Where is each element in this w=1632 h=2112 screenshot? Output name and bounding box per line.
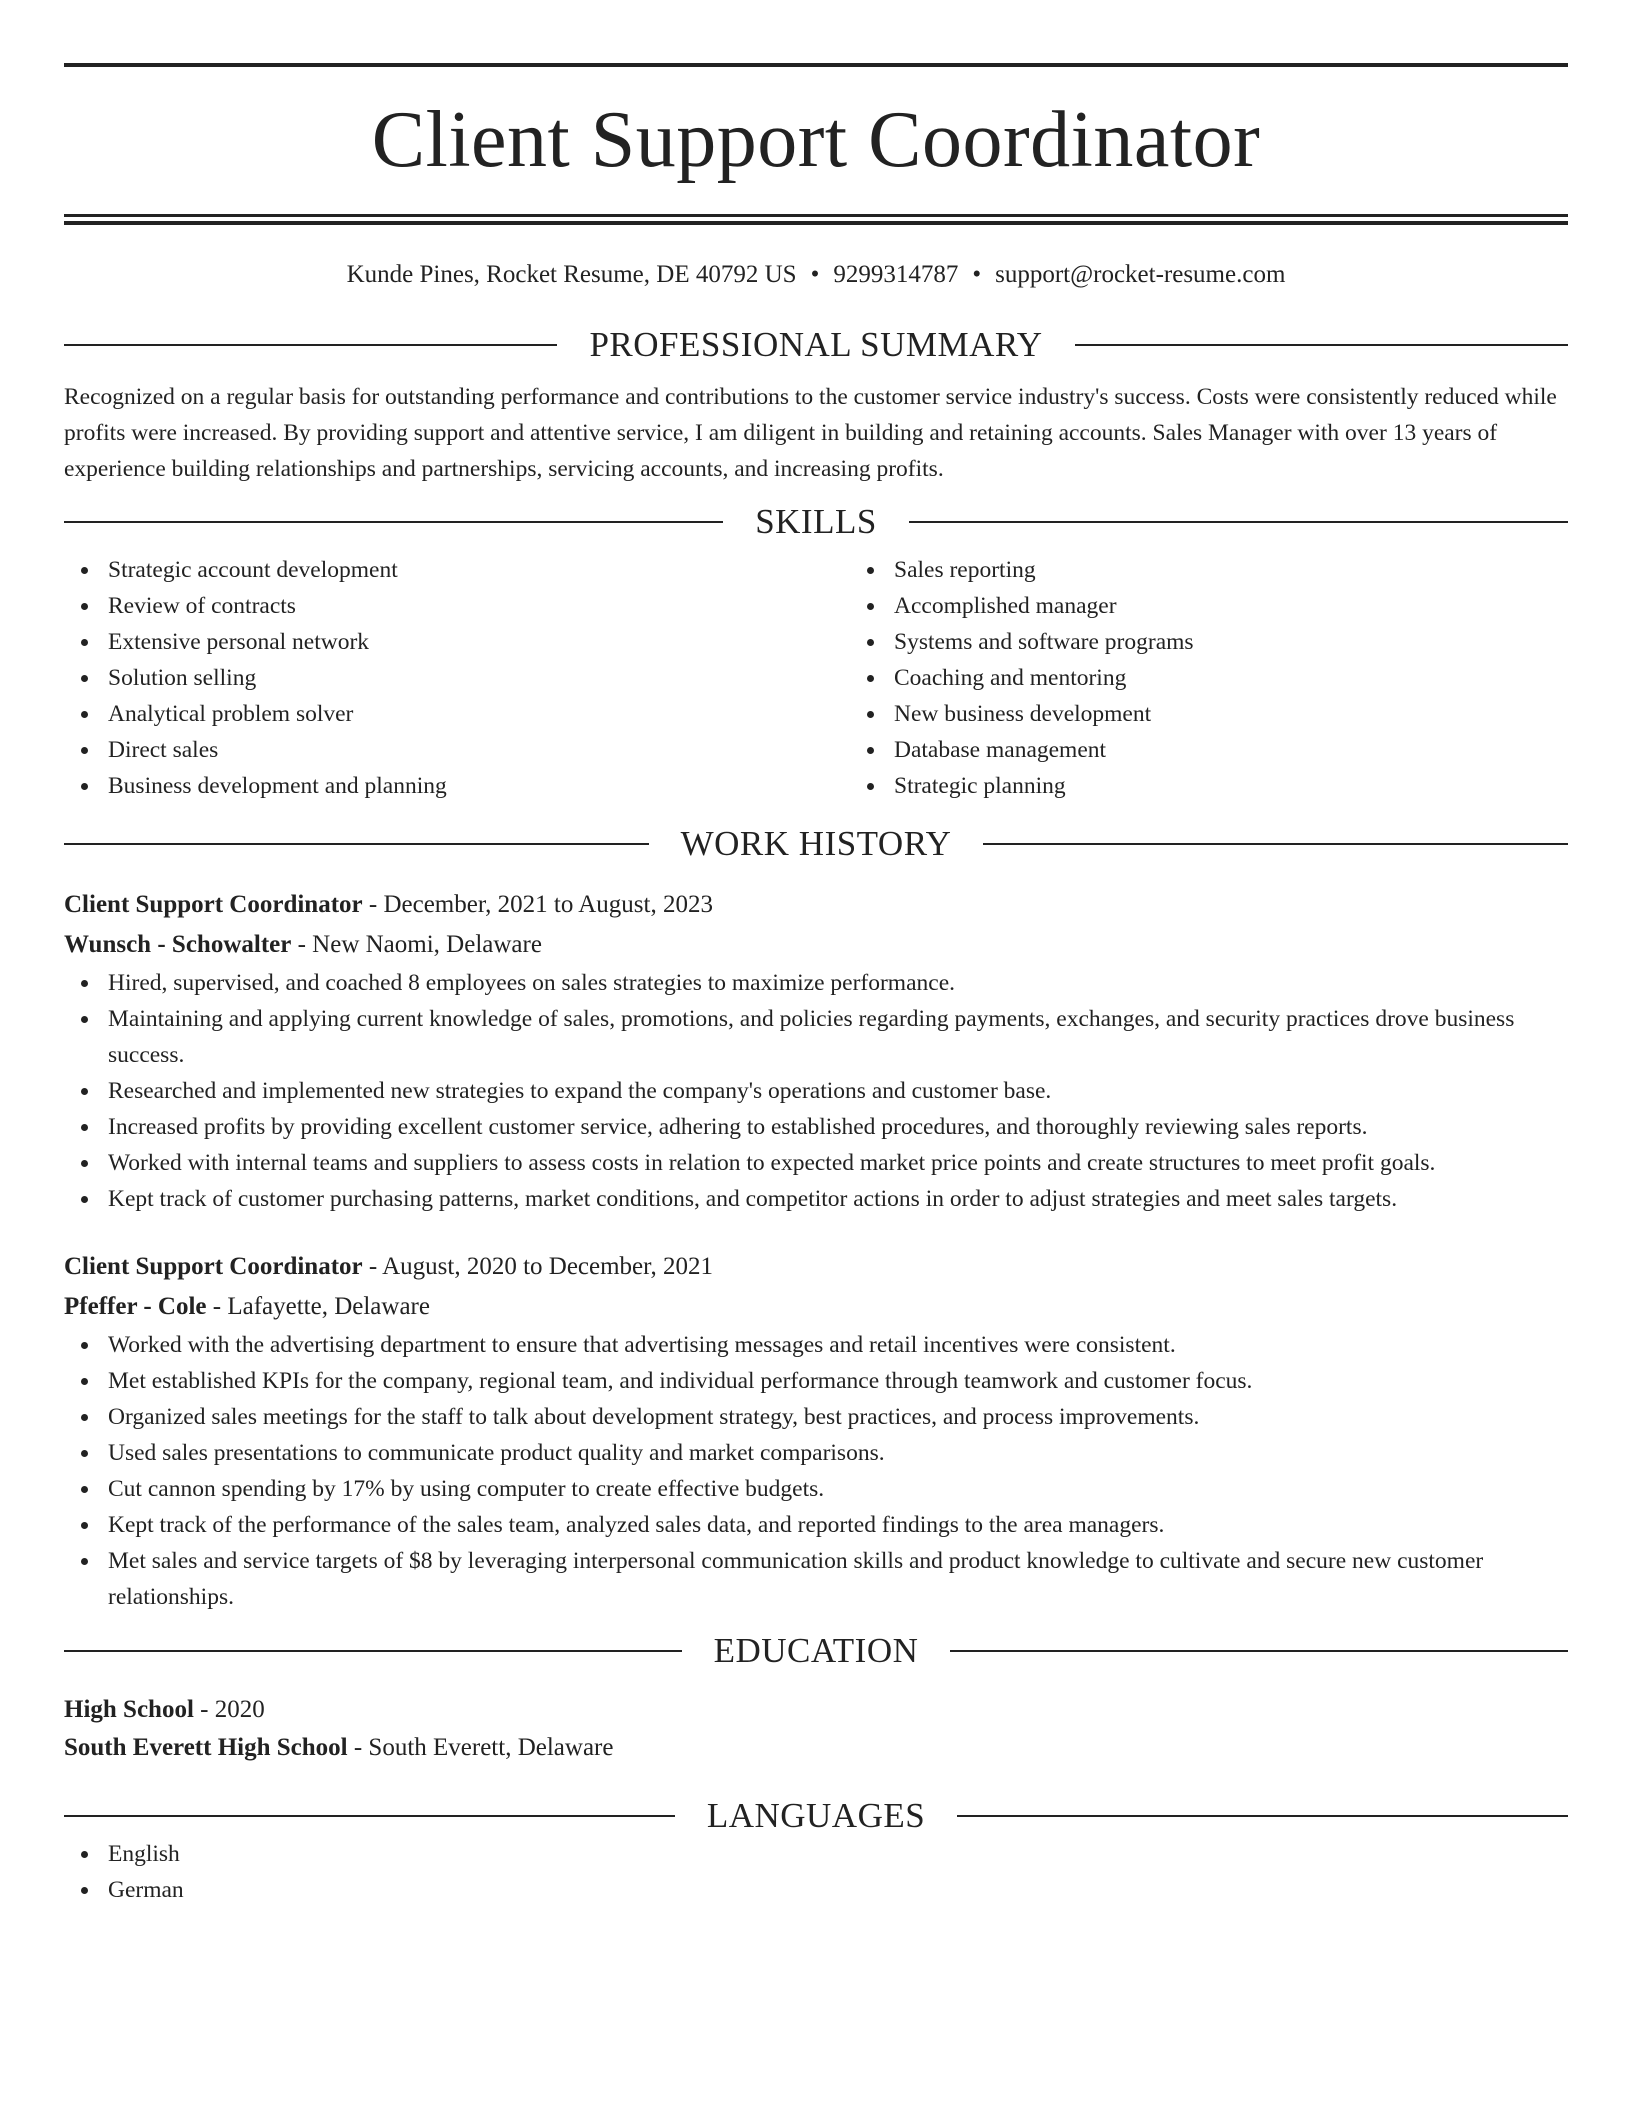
contact-address: Kunde Pines, Rocket Resume, DE 40792 US (346, 261, 797, 288)
education-degree: High School (64, 1696, 194, 1723)
skill-item: Strategic account development (108, 552, 850, 588)
job-location: - Lafayette, Delaware (206, 1293, 430, 1320)
job-dates: - August, 2020 to December, 2021 (362, 1253, 713, 1280)
language-item: English (108, 1836, 1568, 1872)
job-bullet: Kept track of the performance of the sales team, analyzed sales data, and reported findings to the area managers. (108, 1507, 1568, 1543)
section-header-languages (64, 1796, 1568, 1836)
divider (64, 1815, 675, 1817)
skill-item: Business development and planning (108, 768, 850, 804)
job-title-line (64, 885, 1568, 925)
skills-list-right (850, 552, 1632, 804)
job-company-line (64, 1287, 1568, 1327)
language-item: German (108, 1872, 1568, 1908)
section-title-education: EDUCATION (713, 1631, 919, 1670)
divider (64, 843, 649, 845)
job-bullet: Researched and implemented new strategies to expand the company's operations and customer base. (108, 1073, 1568, 1109)
education-location: - South Everett, Delaware (347, 1734, 614, 1761)
job-bullet: Hired, supervised, and coached 8 employees on sales strategies to maximize performance. (108, 965, 1568, 1001)
section-header-summary (64, 325, 1568, 365)
job-bullets (64, 965, 1568, 1217)
education-year: - 2020 (193, 1696, 265, 1723)
job-bullets (64, 1327, 1568, 1615)
section-header-education (64, 1631, 1568, 1671)
skills-columns (64, 552, 1568, 804)
job-company-line (64, 925, 1568, 965)
education-degree-line (64, 1690, 1568, 1730)
education-entry (64, 1690, 1568, 1768)
job-bullet: Kept track of customer purchasing patterns, market conditions, and competitor actions in order to adjust strategies and meet sales targets. (108, 1181, 1568, 1217)
summary-text: Recognized on a regular basis for outstanding performance and contributions to the customer service industry's success. Costs were consistently reduced while profits were increased. By providing support and attentive service, I am diligent in building and retaining accounts. Sales Manager with over 13 years of experience building relationships and partnerships, servicing accounts, and increasing profits. (64, 384, 1557, 482)
section-title-skills: SKILLS (755, 502, 877, 541)
divider (983, 843, 1568, 845)
section-title-work: WORK HISTORY (680, 824, 952, 863)
contact-line (64, 260, 1568, 290)
job-location: - New Naomi, Delaware (291, 931, 542, 958)
skill-item: Coaching and mentoring (894, 660, 1632, 696)
skill-item: Database management (894, 732, 1632, 768)
skill-item: New business development (894, 696, 1632, 732)
section-title-summary: PROFESSIONAL SUMMARY (589, 325, 1043, 364)
education-school: South Everett High School (64, 1734, 348, 1761)
section-title-languages: LANGUAGES (706, 1796, 926, 1835)
top-rule (64, 63, 1568, 67)
skill-item: Sales reporting (894, 552, 1632, 588)
page-title: Client Support Coordinator (371, 96, 1261, 184)
skill-item: Solution selling (108, 660, 850, 696)
skill-item: Systems and software programs (894, 624, 1632, 660)
skill-item: Direct sales (108, 732, 850, 768)
skill-item: Analytical problem solver (108, 696, 850, 732)
languages-list (64, 1836, 1568, 1908)
divider (64, 521, 723, 523)
title-double-rule (64, 214, 1568, 225)
divider (950, 1650, 1568, 1652)
skill-item: Accomplished manager (894, 588, 1632, 624)
job-bullet: Increased profits by providing excellent customer service, adhering to established procedures, and thoroughly reviewing sales reports. (108, 1109, 1568, 1145)
job-entry (64, 885, 1568, 1217)
job-title: Client Support Coordinator (64, 891, 363, 918)
job-title: Client Support Coordinator (64, 1253, 363, 1280)
job-entry (64, 1247, 1568, 1615)
education-school-line (64, 1728, 1568, 1768)
job-dates: - December, 2021 to August, 2023 (362, 891, 713, 918)
job-bullet: Met established KPIs for the company, regional team, and individual performance through teamwork and customer focus. (108, 1363, 1568, 1399)
skills-list-left (64, 552, 850, 804)
divider (909, 521, 1568, 523)
contact-email: support@rocket-resume.com (995, 261, 1286, 288)
job-bullet: Used sales presentations to communicate product quality and market comparisons. (108, 1435, 1568, 1471)
job-bullet: Worked with the advertising department to ensure that advertising messages and retail incentives were consistent. (108, 1327, 1568, 1363)
job-company: Pfeffer - Cole (64, 1293, 207, 1320)
job-bullet: Maintaining and applying current knowledge of sales, promotions, and policies regarding payments, exchanges, and security practices drove business success. (108, 1001, 1568, 1073)
job-bullet: Organized sales meetings for the staff to talk about development strategy, best practices, and process improvements. (108, 1399, 1568, 1435)
job-company: Wunsch - Schowalter (64, 931, 292, 958)
skill-item: Strategic planning (894, 768, 1632, 804)
job-title-line (64, 1247, 1568, 1287)
contact-separator: • (810, 261, 820, 288)
job-bullet: Met sales and service targets of $8 by leveraging interpersonal communication skills and product knowledge to cultivate and secure new customer relationships. (108, 1543, 1568, 1615)
divider (64, 1650, 682, 1652)
job-bullet: Cut cannon spending by 17% by using computer to create effective budgets. (108, 1471, 1568, 1507)
skill-item: Review of contracts (108, 588, 850, 624)
contact-separator: • (972, 261, 982, 288)
divider (957, 1815, 1568, 1817)
skill-item: Extensive personal network (108, 624, 850, 660)
section-header-work (64, 824, 1568, 864)
divider (1075, 344, 1568, 346)
contact-phone: 9299314787 (833, 261, 959, 288)
job-bullet: Worked with internal teams and suppliers to assess costs in relation to expected market price points and create structures to meet profit goals. (108, 1145, 1568, 1181)
section-header-skills (64, 502, 1568, 542)
divider (64, 344, 557, 346)
